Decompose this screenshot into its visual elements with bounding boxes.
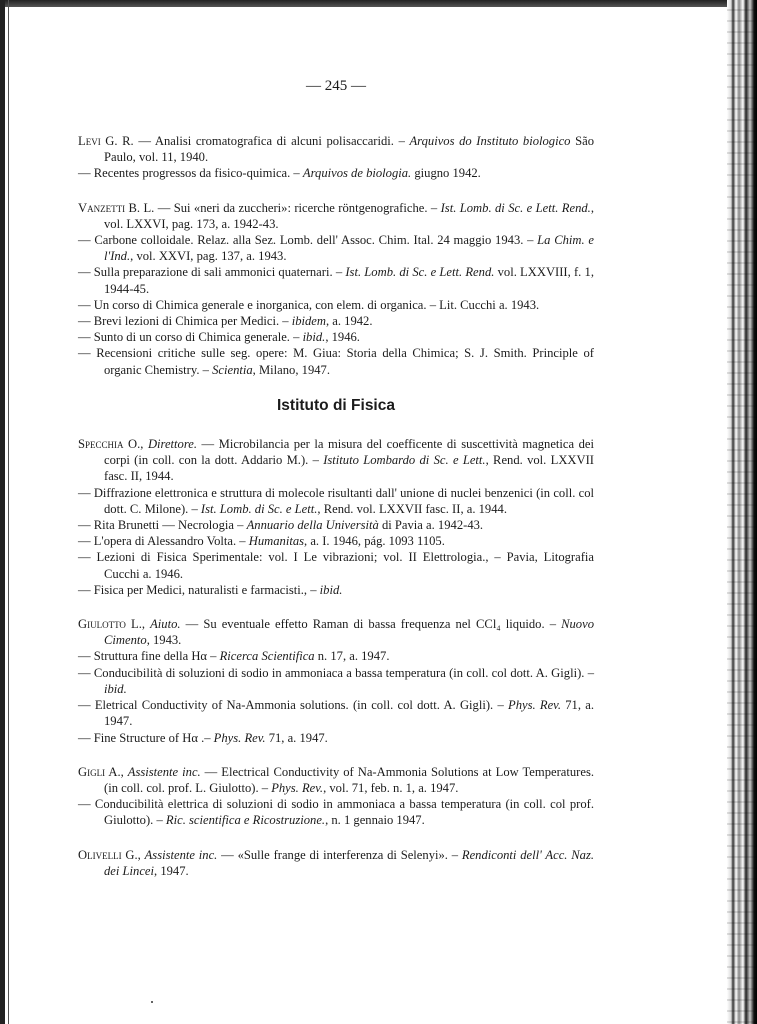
section-title: Istituto di Fisica	[277, 396, 395, 414]
entry-text: — Fine Structure of Hα .–	[78, 730, 214, 745]
entry-text: ,	[120, 764, 128, 779]
italic-text: Istituto Lombardo di Sc. e Lett.	[323, 453, 486, 468]
author-name: Gigli A.	[78, 764, 121, 779]
entry-text: — Diffrazione elettronica e struttura di molecole risultanti dall' unione di nuclei benzenici (in coll. col dott. C. Milone). –	[78, 485, 594, 516]
italic-text: Phys. Rev.	[508, 698, 561, 713]
entry-text: — Rita Brunetti — Necrologia –	[78, 518, 247, 533]
italic-text: Direttore.	[147, 437, 198, 452]
italic-text: Humanitas	[248, 534, 305, 549]
entry-text: 71, a. 1947.	[265, 730, 328, 745]
bibliography-entry-lead	[78, 436, 594, 485]
author-name: Giulotto L.	[78, 617, 142, 632]
entry-text: , vol. 71, feb. n. 1, a. 1947.	[323, 780, 459, 795]
bibliography-entry	[78, 582, 594, 598]
author-name: Levi G. R.	[78, 134, 134, 148]
entry-text: — Lezioni di Fisica Sperimentale: vol. I Le vibrazioni; vol. II Elettrologia., – Pavia, Litografia Cucchi a. 1946.	[78, 550, 594, 581]
bibliography-entry-lead	[78, 847, 594, 879]
author-group	[78, 200, 594, 378]
bibliography-entry	[78, 297, 594, 313]
entry-text: di Pavia a. 1942-43.	[378, 518, 484, 533]
bibliography-entry-lead	[78, 616, 594, 648]
entry-text: , n. 1 gennaio 1947.	[325, 813, 425, 828]
italic-text: Rendiconti dell' Acc. Naz. dei Lincei	[104, 847, 594, 878]
entry-text: — Sulla preparazione di sali ammonici quaternari. –	[78, 265, 346, 280]
entry-text: — Eletrical Conductivity of Na-Ammonia solutions. (in coll. col dott. A. Gigli). –	[78, 698, 508, 713]
scan-speck	[151, 1001, 153, 1003]
entry-text: — Brevi lezioni di Chimica per Medici. –	[78, 314, 292, 329]
bibliography-entry	[78, 313, 594, 329]
entry-text: ,	[140, 437, 148, 452]
bibliography-entry	[78, 697, 594, 729]
entry-text: ,	[141, 617, 151, 632]
author-group	[78, 616, 594, 746]
italic-text: Scientia	[212, 362, 253, 377]
author-group	[78, 847, 594, 879]
bibliography-entry	[78, 796, 594, 828]
italic-text: Assistente inc.	[144, 847, 218, 862]
italic-text: Phys. Rev.	[213, 730, 266, 745]
entry-text: , Rend. vol. LXXVII fasc. II, 1944.	[104, 453, 594, 484]
author-name: Specchia O.	[78, 437, 141, 452]
bibliography-entry	[78, 648, 594, 664]
entry-text: — Carbone colloidale. Relaz. alla Sez. Lomb. dell' Assoc. Chim. Ital. 24 maggio 1943. –	[78, 233, 538, 248]
italic-text: Ist. Lomb. di Sc. e Lett. Rend.	[345, 265, 495, 280]
bibliography-entry	[78, 345, 594, 377]
entry-text: , Milano, 1947.	[252, 362, 330, 377]
scan-right-edge	[727, 0, 757, 1024]
entry-text: , 1946.	[325, 330, 360, 345]
entry-text: — Su eventuale effetto Raman di bassa frequenza nel CCl₄ liquido. –	[180, 617, 562, 632]
italic-text: ibid.	[302, 330, 326, 345]
entry-text: , vol. LXXVI, pag. 173, a. 1942-43.	[104, 200, 594, 231]
entry-text: — Un corso di Chimica generale e inorganica, con elem. di organica. – Lit. Cucchi a. 1943.	[78, 297, 540, 312]
entry-text: , 1943.	[146, 633, 182, 648]
scan-top-edge	[0, 0, 757, 7]
entry-text: giugno 1942.	[411, 166, 481, 181]
italic-text: ibidem	[291, 314, 326, 329]
bibliography	[78, 133, 594, 879]
italic-text: Annuario della Università	[246, 518, 379, 533]
author-name: Olivelli G.	[78, 847, 138, 862]
entry-text: , Rend. vol. LXXVII fasc. II, a. 1944.	[317, 501, 507, 516]
entry-text: — Microbilancia per la misura del coefficente di suscettività magnetica dei corpi (in coll. con la dott. Addario M.). –	[104, 437, 595, 468]
bibliography-entry	[78, 485, 594, 517]
bibliography-entry-lead	[78, 764, 594, 796]
entry-text: — Conducibilità di soluzioni di sodio in ammoniaca a bassa temperatura (in coll. col dott. A. Gigli). –	[78, 665, 594, 680]
entry-text: — Analisi cromatografica di alcuni polisaccaridi. –	[133, 134, 410, 148]
italic-text: Phys. Rev.	[271, 780, 324, 795]
entry-text: 71, a. 1947.	[104, 698, 594, 729]
entry-text: — Fisica per Medici, naturalisti e farmacisti., –	[78, 582, 320, 597]
italic-text: Ist. Lomb. di Sc. e Lett. Rend.	[440, 200, 591, 215]
entry-text: vol. LXXVIII, f. 1, 1944-45.	[104, 265, 594, 296]
italic-text: La Chim. e l'Ind.	[104, 233, 594, 264]
entry-text: — Electrical Conductivity of Na-Ammonia Solutions at Low Temperatures. (in coll. col. prof. L. Giulotto). –	[104, 764, 594, 795]
bibliography-entry	[78, 549, 594, 581]
italic-text: Nuovo Cimento	[104, 617, 594, 648]
page-number: — 245 —	[306, 78, 366, 94]
italic-text: Ricerca Scientifica	[219, 649, 315, 664]
bibliography-entry-lead	[78, 133, 594, 165]
entry-text: São Paulo, vol. 11, 1940.	[104, 134, 594, 165]
entry-text: — Sunto di un corso di Chimica generale. –	[78, 330, 303, 345]
bibliography-entry	[78, 730, 594, 746]
author-group	[78, 436, 594, 598]
italic-text: Arquivos de biologia.	[302, 166, 412, 181]
italic-text: Assistente inc.	[127, 764, 201, 779]
entry-text: — Recentes progressos da fisico-quimica. –	[78, 166, 303, 181]
bibliography-entry	[78, 165, 594, 181]
italic-text: ibid.	[319, 582, 343, 597]
italic-text: ibid.	[104, 681, 127, 696]
entry-text: — L'opera di Alessandro Volta. –	[78, 534, 249, 549]
scan-left-edge	[0, 0, 5, 1024]
bibliography-entry	[78, 232, 594, 264]
entry-text: — «Sulle frange di interferenza di Selenyi». –	[217, 847, 462, 862]
entry-text: — Recensioni critiche sulle seg. opere: M. Giua: Storia della Chimica; S. J. Smith. Principle of organic Chemistry. –	[78, 346, 594, 377]
scan-left-edge-line	[8, 0, 9, 1024]
italic-text: Ist. Lomb. di Sc. e Lett.	[200, 501, 318, 516]
entry-text: , 1947.	[154, 863, 189, 878]
italic-text: Arquivos do Instituto biologico	[409, 134, 571, 148]
entry-text: — Struttura fine della Hα –	[78, 649, 220, 664]
bibliography-entry	[78, 517, 594, 533]
entry-text: — Conducibilità elettrica di soluzioni di sodio in ammoniaca a bassa temperatura (in coll. col prof. Giulotto). –	[78, 797, 594, 828]
bibliography-entry-lead	[78, 200, 594, 232]
bibliography-entry	[78, 533, 594, 549]
italic-text: Ric. scientifica e Ricostruzione.	[165, 813, 326, 828]
bibliography-entry	[78, 264, 594, 296]
entry-text: ,	[137, 847, 145, 862]
entry-text: — Sui «neri da zuccheri»: ricerche röntgenografiche. –	[154, 200, 441, 215]
author-group	[78, 764, 594, 829]
italic-text: Aiuto.	[150, 617, 181, 632]
entry-text: , vol. XXVI, pag. 137, a. 1943.	[130, 249, 287, 264]
author-group	[78, 133, 594, 182]
entry-text: , a. 1942.	[325, 314, 373, 329]
entry-text: , a. I. 1946, pág. 1093 1105.	[304, 534, 445, 549]
entry-text: n. 17, a. 1947.	[314, 649, 390, 664]
bibliography-entry	[78, 329, 594, 345]
author-name: Vanzetti B. L.	[78, 200, 155, 215]
bibliography-entry	[78, 665, 594, 697]
